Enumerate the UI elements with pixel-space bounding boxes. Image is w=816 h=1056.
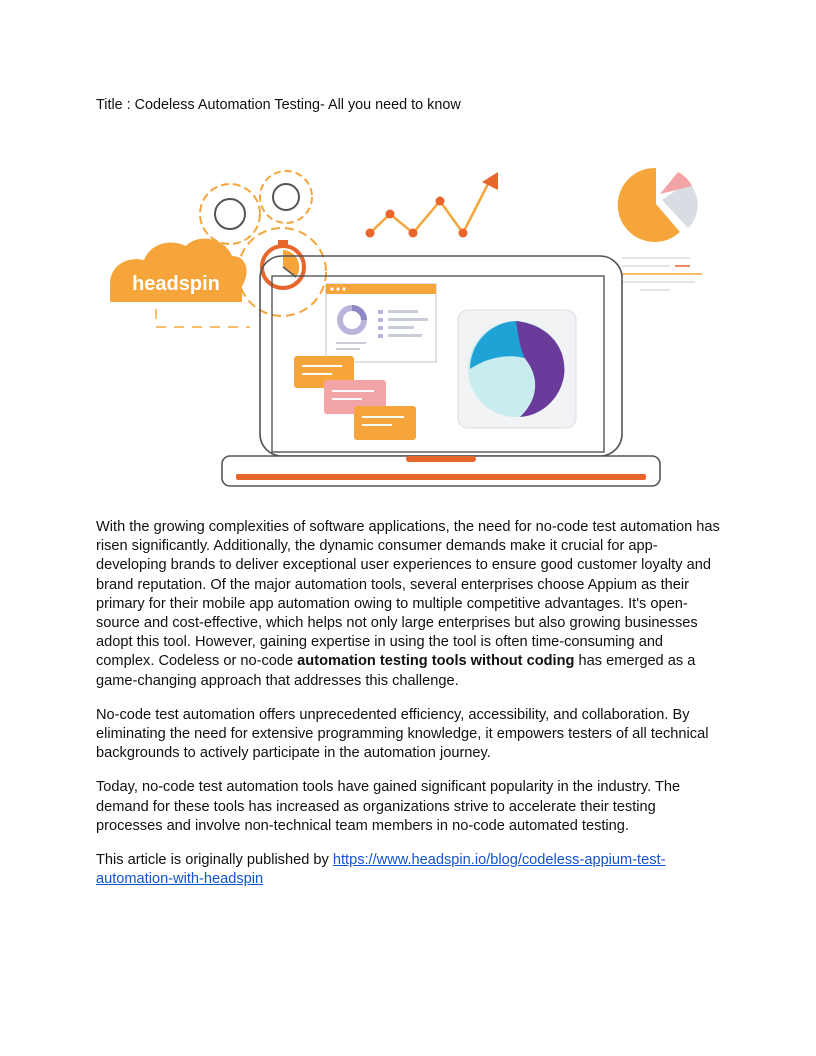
gear-icon: [260, 171, 312, 223]
paragraph-benefits: No-code test automation offers unprecedented efficiency, accessibility, and collaboration. By eliminating the need for extensive programming knowledge, it empowers testers of all technical backgrounds to actively participate in the automation journey.: [96, 706, 709, 762]
stopwatch-icon: [262, 240, 304, 288]
paragraph-intro-text: With the growing complexities of software applications, the need for no-code test automation has risen significantly. Additionally, the dynamic consumer demands make it crucial for app-developing brands to deliver exceptional user experiences to ensure good customer loyalty and brand reputation. Of the major automation tools, several enterprises choose Appium as their primary for their mobile app automation owing to multiple competitive advantages. It's open-source and cost-effective, which helps not only large enterprises but also growing businesses adopt this tool. However, gaining expertise in using the tool is often time-consuming and complex. Codeless or no-code: [96, 519, 720, 670]
source-prefix: This article is originally published by: [96, 852, 333, 869]
orange-card: [354, 406, 416, 440]
laptop-illustration: [222, 256, 660, 486]
paragraph-popularity: Today, no-code test automation tools have gained significant popularity in the industry. The demand for these tools has increased as organizations strive to accelerate their testing processes and involve non-technical team members in no-code automated testing.: [96, 779, 681, 834]
document-title: Title : Codeless Automation Testing- All you need to know: [96, 97, 461, 113]
bold-keyword: automation testing tools without coding: [297, 653, 575, 670]
paragraph-intro-tail: has emerged as a game-changing approach that addresses this challenge.: [96, 653, 696, 689]
trend-line-chart: [366, 172, 499, 238]
dashboard-window: [326, 284, 436, 362]
source-link[interactable]: https://www.headspin.io/blog/codeless-appium-test-automation-with-headspin: [96, 852, 666, 888]
article-body: [96, 518, 720, 904]
app-logo-icon: [458, 310, 576, 428]
gear-icon: [200, 184, 260, 244]
chart-legend: [622, 258, 702, 290]
hero-illustration: [100, 164, 720, 494]
pie-chart-icon: [618, 168, 698, 242]
headspin-logo-text: headspin: [132, 273, 220, 295]
paragraph-intro: [96, 518, 720, 691]
headspin-logo: [110, 239, 250, 327]
paragraph-source: [96, 851, 720, 889]
